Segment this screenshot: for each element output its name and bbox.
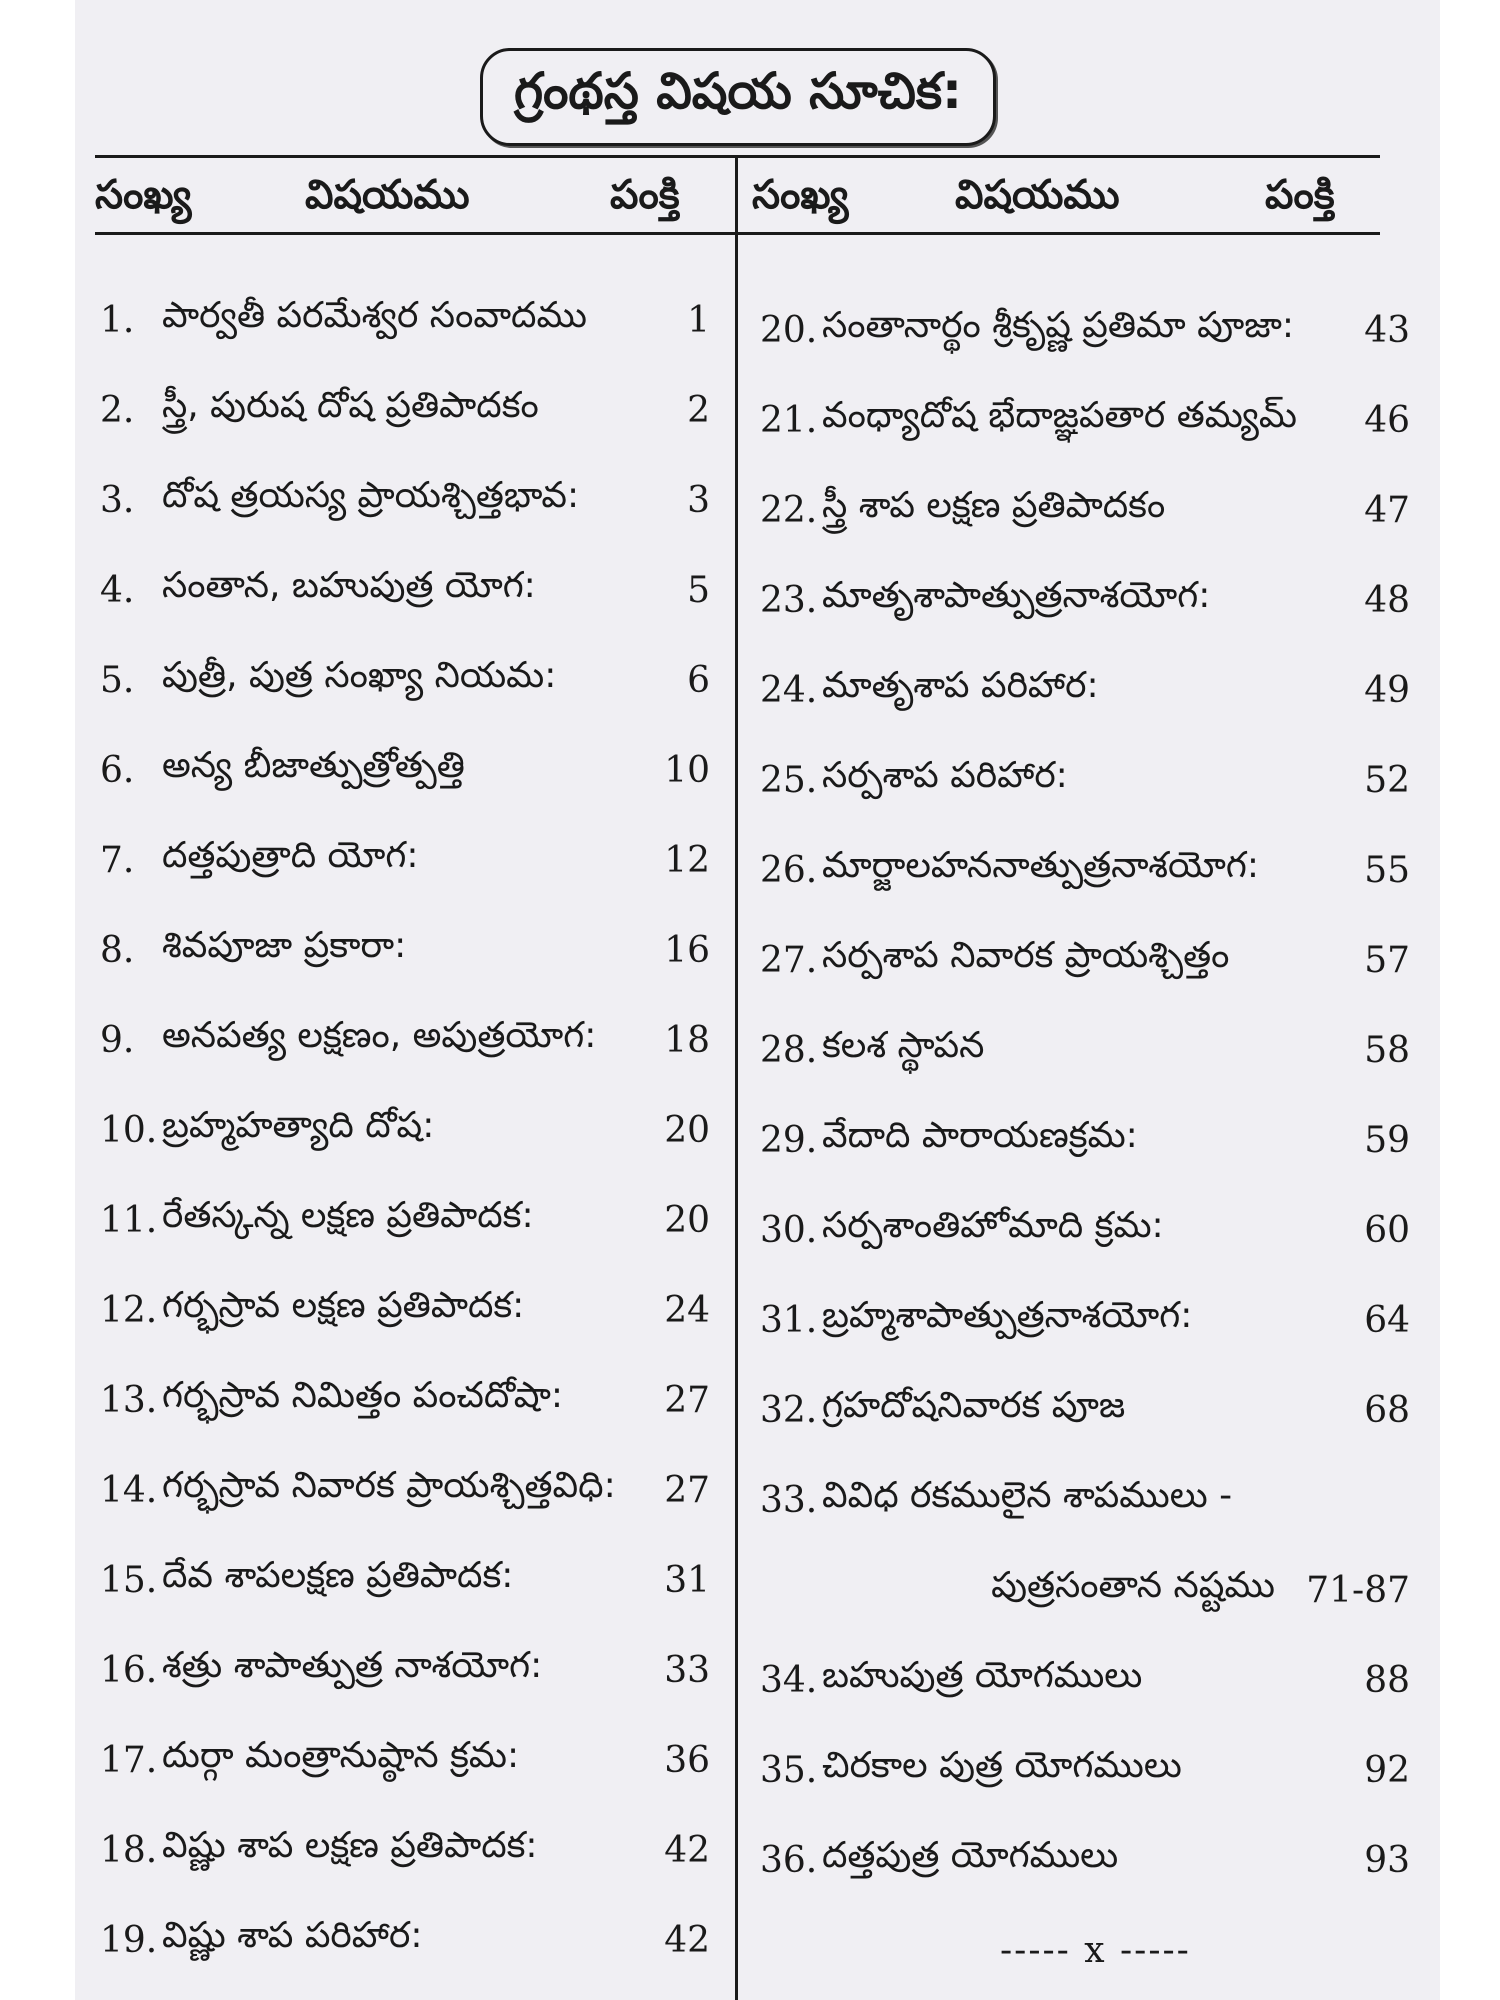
entry-page-number: 27 (664, 1379, 710, 1421)
entry-number: 19. (100, 1919, 158, 1961)
entry-page-number: 60 (1364, 1209, 1410, 1251)
entry-number: 34. (760, 1659, 818, 1701)
entry-number: 14. (100, 1469, 158, 1511)
entry-page-number: 6 (687, 659, 710, 701)
entry-page-number: 27 (664, 1469, 710, 1511)
entry-number: 27. (760, 939, 818, 981)
entry-title: వివిధ రకములైన శాపములు - (822, 1475, 1233, 1516)
entry-number: 25. (760, 759, 818, 801)
toc-entry (760, 1555, 1410, 1625)
entry-title: సర్పశాంతిహోమాది క్రమ: (822, 1205, 1164, 1246)
entry-number: 33. (760, 1479, 818, 1521)
entry-page-number: 18 (664, 1019, 710, 1061)
entry-page-number: 42 (664, 1829, 710, 1871)
entry-title: బ్రహ్మహత్యాది దోష: (162, 1105, 435, 1146)
entry-title: వంధ్యాదోష భేదాజ్ఞపతార తమ్యమ్ (822, 395, 1297, 436)
toc-entry (760, 1015, 1410, 1085)
toc-entry (100, 1905, 710, 1975)
entry-page-number: 36 (664, 1739, 710, 1781)
entry-page-number: 10 (664, 749, 710, 791)
page-title: గ్రంథస్త విషయ సూచిక: (480, 48, 996, 146)
entry-number: 1. (100, 299, 135, 341)
entry-page-number: 59 (1364, 1119, 1410, 1161)
toc-entry (760, 835, 1410, 905)
entry-page-number: 71-87 (1306, 1569, 1410, 1611)
toc-entry (100, 915, 710, 985)
entry-number: 18. (100, 1829, 158, 1871)
entry-number: 22. (760, 489, 818, 531)
entry-page-number: 2 (687, 389, 710, 431)
toc-entry (100, 735, 710, 805)
entry-title: విష్ణు శాప లక్షణ ప్రతిపాదక: (162, 1825, 538, 1866)
toc-entry (760, 475, 1410, 545)
entry-page-number: 48 (1364, 579, 1410, 621)
entry-number: 32. (760, 1389, 818, 1431)
entry-title: రేతస్కన్న లక్షణ ప్రతిపాదక: (162, 1195, 534, 1236)
entry-title: సర్పశాప పరిహార: (822, 755, 1068, 796)
toc-entry (100, 1185, 710, 1255)
entry-title: దత్తపుత్ర యోగములు (822, 1835, 1119, 1876)
toc-entry (100, 1455, 710, 1525)
entry-number: 5. (100, 659, 135, 701)
entry-page-number: 24 (664, 1289, 710, 1331)
entry-title: దుర్గా మంత్రానుష్ఠాన క్రమ: (162, 1735, 520, 1776)
entry-number: 31. (760, 1299, 818, 1341)
entry-title: అనపత్య లక్షణం, అపుత్రయోగ: (162, 1015, 597, 1056)
entry-number: 29. (760, 1119, 818, 1161)
entry-title: గర్భస్రావ నివారక ప్రాయశ్చిత్తవిధి: (162, 1465, 616, 1506)
toc-entry (100, 1815, 710, 1885)
right-header-subject: విషయము (955, 172, 1120, 218)
entry-title: శివపూజా ప్రకారా: (162, 925, 407, 966)
entry-number: 15. (100, 1559, 158, 1601)
toc-entry (100, 1365, 710, 1435)
entry-number: 8. (100, 929, 135, 971)
entry-title: మార్జాలహననాత్పుత్రనాశయోగ: (822, 845, 1259, 886)
toc-entry (100, 555, 710, 625)
entry-title: చిరకాల పుత్ర యోగములు (822, 1745, 1182, 1786)
end-mark: ----- x ----- (1000, 1930, 1191, 1971)
left-header-subject: విషయము (305, 172, 470, 218)
entry-page-number: 20 (664, 1109, 710, 1151)
entry-title: అన్య బీజాత్పుత్రోత్పత్తి (162, 745, 465, 786)
toc-entry (760, 1195, 1410, 1265)
entry-page-number: 88 (1364, 1659, 1410, 1701)
entry-page-number: 20 (664, 1199, 710, 1241)
entry-title: బహుపుత్ర యోగములు (822, 1655, 1143, 1696)
entry-number: 3. (100, 479, 135, 521)
entry-page-number: 64 (1364, 1299, 1410, 1341)
left-header-page: పంక్తి (610, 172, 680, 218)
entry-page-number: 58 (1364, 1029, 1410, 1071)
entry-title: వేదాది పారాయణక్రమ: (822, 1115, 1138, 1156)
entry-number: 17. (100, 1739, 158, 1781)
toc-entry (760, 925, 1410, 995)
entry-page-number: 47 (1364, 489, 1410, 531)
entry-page-number: 46 (1364, 399, 1410, 441)
entry-page-number: 12 (664, 839, 710, 881)
entry-title: దేవ శాపలక్షణ ప్రతిపాదక: (162, 1555, 514, 1596)
entry-title: స్త్రీ శాప లక్షణ ప్రతిపాదకం (822, 485, 1166, 526)
left-header-number: సంఖ్య (95, 172, 192, 218)
toc-entry (100, 1545, 710, 1615)
toc-entry (100, 375, 710, 445)
toc-entry (760, 745, 1410, 815)
entry-number: 20. (760, 309, 818, 351)
toc-entry (100, 1005, 710, 1075)
entry-number: 23. (760, 579, 818, 621)
toc-entry (760, 1285, 1410, 1355)
entry-page-number: 49 (1364, 669, 1410, 711)
entry-page-number: 1 (687, 299, 710, 341)
toc-entry (100, 1635, 710, 1705)
entry-page-number: 3 (687, 479, 710, 521)
toc-entry (760, 1375, 1410, 1445)
entry-title: పుత్రసంతాన నష్టము (991, 1565, 1275, 1606)
entry-number: 36. (760, 1839, 818, 1881)
toc-entry (100, 1725, 710, 1795)
entry-page-number: 55 (1364, 849, 1410, 891)
entry-title: బ్రహ్మశాపాత్పుత్రనాశయోగ: (822, 1295, 1193, 1336)
entry-title: గర్భస్రావ నిమిత్తం పంచదోషా: (162, 1375, 564, 1416)
entry-number: 35. (760, 1749, 818, 1791)
entry-number: 7. (100, 839, 135, 881)
entry-number: 30. (760, 1209, 818, 1251)
entry-title: మాతృశాప పరిహార: (822, 665, 1099, 706)
entry-title: పుత్రీ, పుత్ర సంఖ్యా నియమ: (162, 655, 557, 696)
entry-number: 28. (760, 1029, 818, 1071)
entry-page-number: 33 (664, 1649, 710, 1691)
toc-entry (100, 465, 710, 535)
toc-entry (100, 645, 710, 715)
entry-page-number: 68 (1364, 1389, 1410, 1431)
toc-entry (760, 295, 1410, 365)
entry-title: సంతానార్థం శ్రీకృష్ణ ప్రతిమా పూజా: (822, 305, 1295, 346)
entry-title: పార్వతీ పరమేశ్వర సంవాదము (162, 295, 588, 336)
entry-title: దోష త్రయస్య ప్రాయశ్చిత్తభావ: (162, 475, 580, 516)
toc-entry (760, 1825, 1410, 1895)
entry-number: 9. (100, 1019, 135, 1061)
toc-entry (760, 655, 1410, 725)
entry-number: 10. (100, 1109, 158, 1151)
entry-number: 21. (760, 399, 818, 441)
entry-page-number: 52 (1364, 759, 1410, 801)
entry-page-number: 16 (664, 929, 710, 971)
entry-page-number: 92 (1364, 1749, 1410, 1791)
toc-entry (760, 1645, 1410, 1715)
entry-title: మాతృశాపాత్పుత్రనాశయోగ: (822, 575, 1211, 616)
toc-entry (100, 1095, 710, 1165)
right-header-page: పంక్తి (1265, 172, 1335, 218)
entry-title: స్త్రీ, పురుష దోష ప్రతిపాదకం (162, 385, 539, 426)
entry-number: 24. (760, 669, 818, 711)
entry-page-number: 5 (687, 569, 710, 611)
entry-number: 2. (100, 389, 135, 431)
entry-page-number: 31 (664, 1559, 710, 1601)
entry-number: 11. (100, 1199, 158, 1241)
entry-number: 12. (100, 1289, 158, 1331)
entry-title: సర్పశాప నివారక ప్రాయశ్చిత్తం (822, 935, 1230, 976)
toc-entry (100, 1275, 710, 1345)
toc-entry (100, 825, 710, 895)
entry-page-number: 43 (1364, 309, 1410, 351)
entry-title: దత్తపుత్రాది యోగ: (162, 835, 419, 876)
entry-title: విష్ణు శాప పరిహార: (162, 1915, 423, 1956)
entry-title: సంతాన, బహుపుత్ర యోగ: (162, 565, 536, 606)
entry-page-number: 57 (1364, 939, 1410, 981)
right-header-number: సంఖ్య (752, 172, 849, 218)
entry-number: 6. (100, 749, 135, 791)
entry-page-number: 93 (1364, 1839, 1410, 1881)
entry-page-number: 42 (664, 1919, 710, 1961)
entry-title: కలశ స్థాపన (822, 1025, 985, 1066)
toc-entry (760, 565, 1410, 635)
toc-entry (100, 285, 710, 355)
column-divider (735, 155, 738, 2000)
toc-entry (760, 385, 1410, 455)
entry-title: శత్రు శాపాత్పుత్ర నాశయోగ: (162, 1645, 543, 1686)
toc-entry (760, 1735, 1410, 1805)
entry-number: 4. (100, 569, 135, 611)
entry-number: 13. (100, 1379, 158, 1421)
entry-number: 16. (100, 1649, 158, 1691)
entry-number: 26. (760, 849, 818, 891)
entry-title: గ్రహదోషనివారక పూజ (822, 1385, 1126, 1426)
entry-title: గర్భస్రావ లక్షణ ప్రతిపాదక: (162, 1285, 525, 1326)
toc-entry (760, 1105, 1410, 1175)
toc-entry (760, 1465, 1410, 1535)
